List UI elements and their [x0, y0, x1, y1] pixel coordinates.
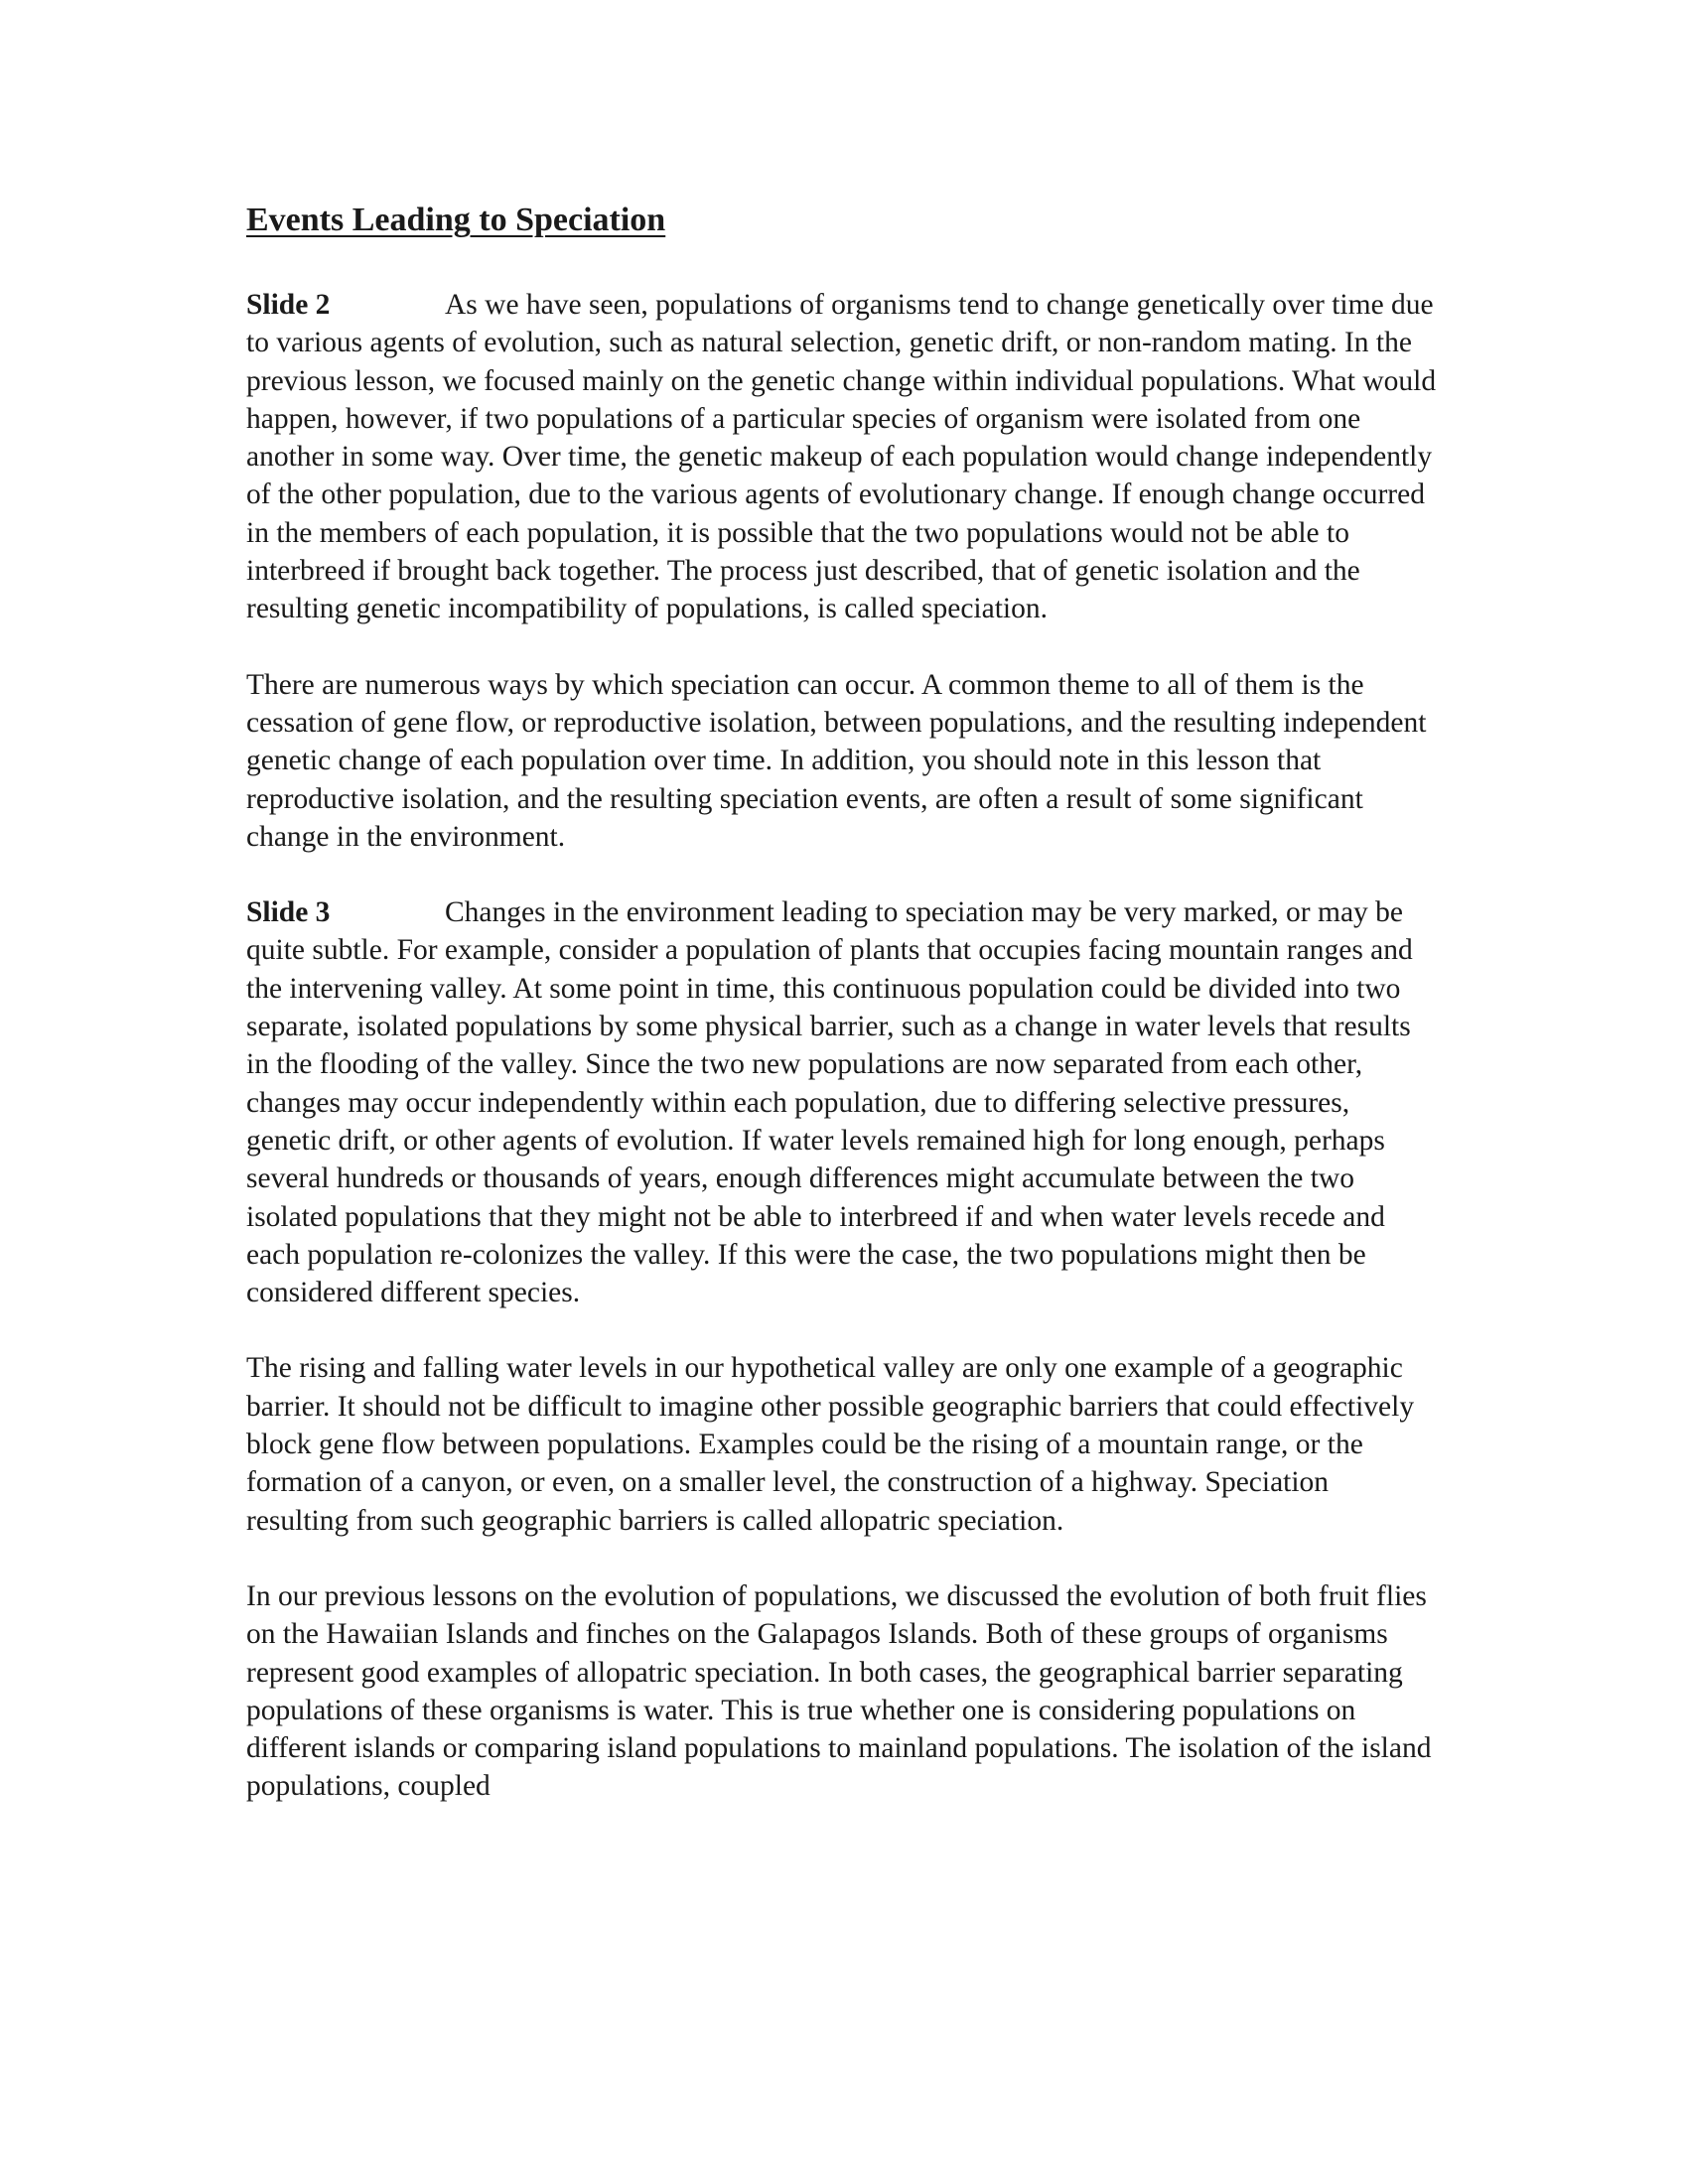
slide-label: Slide 3: [246, 896, 331, 929]
paragraph-text: In our previous lessons on the evolution of populations, we discussed the evolution of both fruit flies on the Hawaiian Islands and finches on the Galapagos Islands. Both of these groups of organisms represent good examples of allopatric speciation. In both cases, the geographical barrier separating populations of these organisms is water. This is true whether one is considering populations on different islands or comparing island populations to mainland populations. The isolation of the island populations, coupled: [246, 1579, 1432, 1803]
paragraph-text: The rising and falling water levels in our hypothetical valley are only one example of a geographic barrier. It should not be difficult to imagine other possible geographic barriers that could effectively block gene flow between populations. Examples could be the rising of a mountain range, or the formation of a canyon, or even, on a smaller level, the construction of a highway. Speciation resulting from such geographic barriers is called allopatric speciation.: [246, 1352, 1415, 1537]
paragraph-text: As we have seen, populations of organisms tend to change genetically over time due to various agents of evolution, such as natural selection, genetic drift, or non-random mating. In the previous lesson, we focused mainly on the genetic change within individual populations. What would happen, however, if two populations of a particular species of organism were isolated from one another in some way. Over time, the genetic makeup of each population would change independently of the other population, due to the various agents of evolutionary change. If enough change occurred in the members of each population, it is possible that the two populations would not be able to interbreed if brought back together. The process just described, that of genetic isolation and the resulting genetic incompatibility of populations, is called speciation.: [246, 289, 1437, 625]
page-title: Events Leading to Speciation: [246, 202, 666, 238]
paragraph-text: There are numerous ways by which speciation can occur. A common theme to all of them is the cessation of gene flow, or reproductive isolation, between populations, and the resulting independent genetic change of each population over time. In addition, you should note in this lesson that reproductive isolation, and the resulting speciation events, are often a result of some significant change in the environment.: [246, 668, 1427, 853]
paragraph-slide-3: [246, 893, 1438, 1311]
document-body: [246, 197, 1438, 1843]
slide-label: Slide 2: [246, 289, 331, 321]
paragraph-geographic-barrier: [246, 1349, 1438, 1539]
paragraph-text: Changes in the environment leading to speciation may be very marked, or may be quite subtle. For example, consider a population of plants that occupies facing mountain ranges and the intervening valley. At some point in time, this continuous population could be divided into two separate, isolated populations by some physical barrier, such as a change in water levels that results in the flooding of the valley. Since the two new populations are now separated from each other, changes may occur independently within each population, due to differing selective pressures, genetic drift, or other agents of evolution. If water levels remained high for long enough, perhaps several hundreds or thousands of years, enough differences might accumulate between the two isolated populations that they might not be able to interbreed if and when water levels recede and each population re-colonizes the valley. If this were the case, the two populations might then be considered different species.: [246, 896, 1413, 1309]
paragraph-allopatric-examples: [246, 1577, 1438, 1806]
paragraph-speciation-ways: [246, 666, 1438, 856]
paragraph-slide-2: [246, 286, 1438, 628]
